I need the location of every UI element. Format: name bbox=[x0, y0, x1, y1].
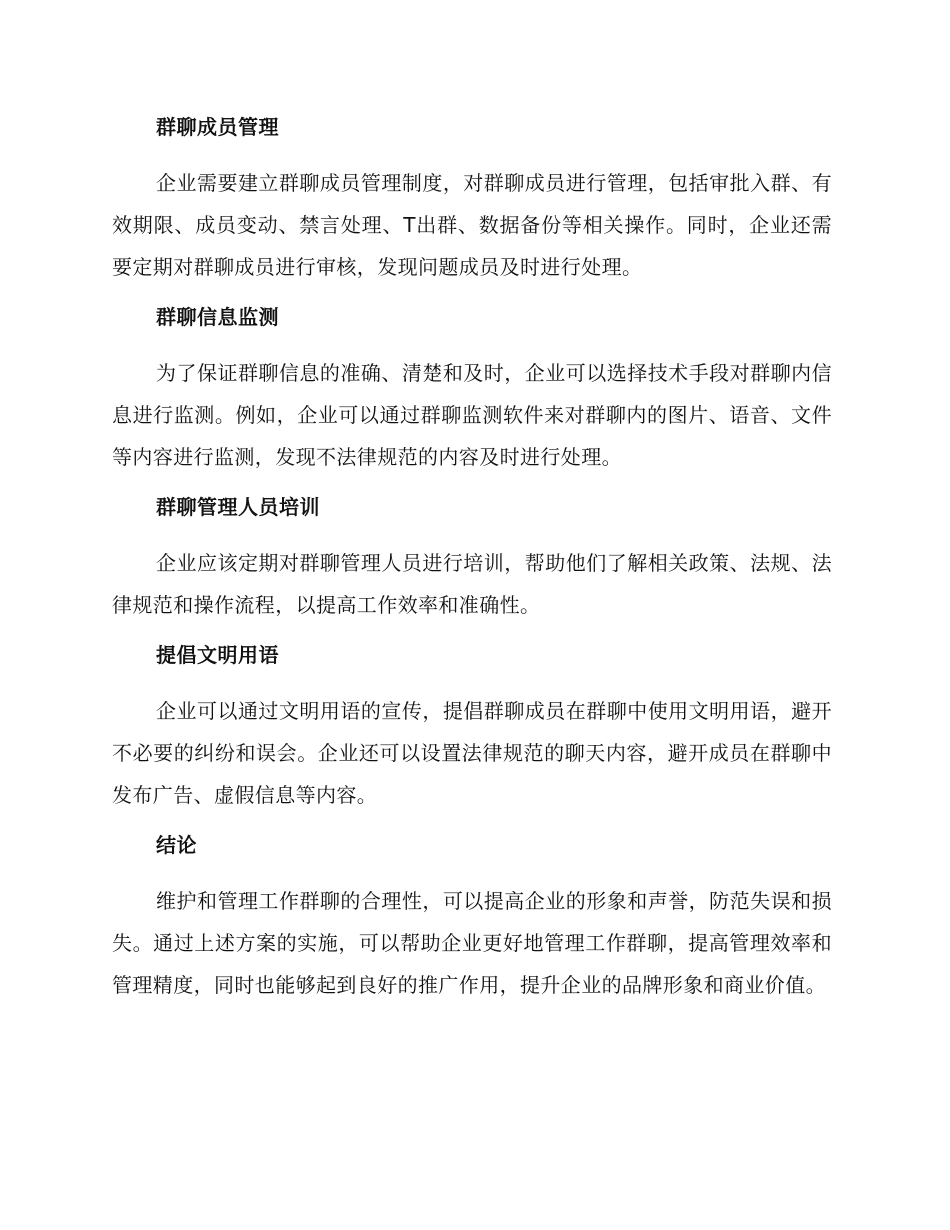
paragraph-civil-language: 企业可以通过文明用语的宣传，提倡群聊成员在群聊中使用文明用语，避开不必要的纠纷和误会。企业还可以设置法律规范的聊天内容，避开成员在群聊中发布广告、虚假信息等内容。 bbox=[112, 699, 832, 807]
document-body bbox=[112, 110, 832, 1006]
paragraph-info-monitoring: 为了保证群聊信息的准确、清楚和及时，企业可以选择技术手段对群聊内信息进行监测。例如，企业可以通过群聊监测软件来对群聊内的图片、语音、文件等内容进行监测，发现不法律规范的内容及时进行处理。 bbox=[112, 361, 832, 469]
section-heading-member-management: 群聊成员管理 bbox=[156, 115, 279, 139]
paragraph-member-management: 企业需要建立群聊成员管理制度，对群聊成员进行管理，包括审批入群、有效期限、成员变动、禁言处理、T出群、数据备份等相关操作。同时，企业还需要定期对群聊成员进行审核，发现问题成员及时进行处理。 bbox=[112, 171, 832, 279]
section-heading-admin-training: 群聊管理人员培训 bbox=[156, 495, 320, 519]
section-heading-civil-language: 提倡文明用语 bbox=[156, 643, 279, 667]
paragraph-conclusion: 维护和管理工作群聊的合理性，可以提高企业的形象和声誉，防范失误和损失。通过上述方案的实施，可以帮助企业更好地管理工作群聊，提高管理效率和管理精度，同时也能够起到良好的推广作用，提升企业的品牌形象和商业价值。 bbox=[112, 889, 832, 997]
section-heading-conclusion: 结论 bbox=[156, 833, 197, 857]
paragraph-admin-training: 企业应该定期对群聊管理人员进行培训，帮助他们了解相关政策、法规、法律规范和操作流程，以提高工作效率和准确性。 bbox=[112, 551, 832, 617]
section-heading-info-monitoring: 群聊信息监测 bbox=[156, 305, 279, 329]
